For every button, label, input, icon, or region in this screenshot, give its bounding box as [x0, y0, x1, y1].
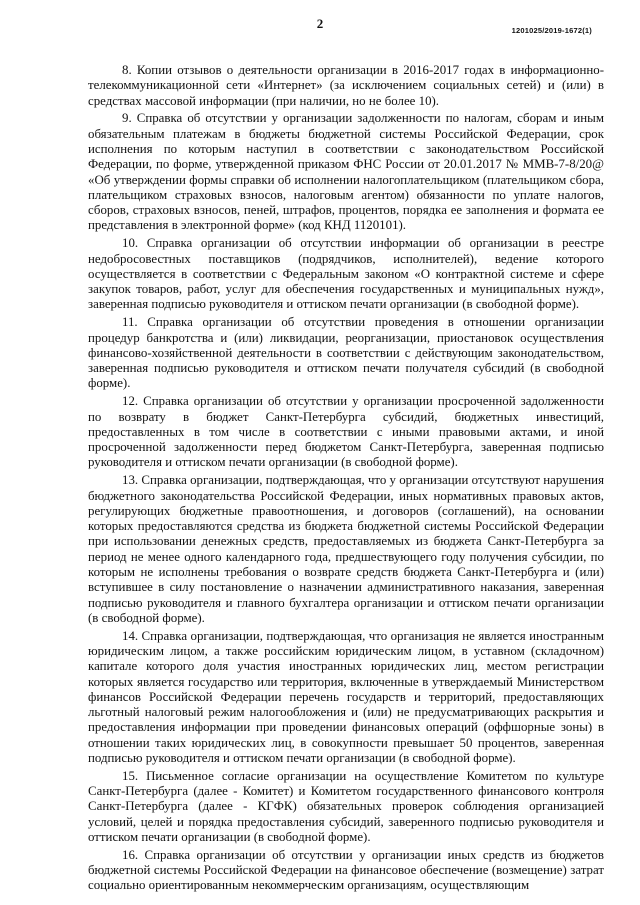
page-number: 2 — [316, 16, 324, 31]
paragraph-13: 13. Справка организации, подтверждающая, что у организации отсутствуют нарушения бюджетного законодательства Российской Федерации, иных нормативных правовых актов, регулирующих бюджетные правоотношения, и договоров (соглашений), на основании которых предоставляются средства из бюджета бюджетной системы Российской Федерации при использовании денежных средств, предоставляемых из бюджета Санкт-Петербурга за период не менее одного календарного года, предшествующего году получения субсидии, по которым не исполнены требования о возврате средств бюджета Санкт-Петербурга и (или) вступившее в силу постановление о назначении административного наказания, заверенная подписью руководителя и главного бухгалтера организации и оттиском печати организации (в свободной форме). — [88, 473, 604, 625]
document-body — [88, 63, 604, 896]
paragraph-10: 10. Справка организации об отсутствии информации об организации в реестре недобросовестных поставщиков (подрядчиков, исполнителей), ведение которого осуществляется в соответствии с Федеральным законом «О контрактной системе и сфере закупок товаров, работ, услуг для обеспечения государственных и муниципальных нужд», заверенная подписью руководителя и оттиском печати организации (в свободной форме). — [88, 236, 604, 312]
paragraph-14: 14. Справка организации, подтверждающая, что организация не является иностранным юридическим лицом, а также российским юридическим лицом, в уставном (складочном) капитале которого доля участия иностранных юридических лиц, местом регистрации которых является государство или территория, включенные в утверждаемый Министерством финансов Российской Федерации перечень государств и территорий, предоставляющих льготный налоговый режим налогообложения и (или) не предусматривающих раскрытия и предоставления информации при проведении финансовых операций (оффшорные зоны) в отношении таких юридических лиц, в совокупности превышает 50 процентов, заверенная подписью руководителя и оттиском печати организации (в свободной форме). — [88, 628, 604, 766]
paragraph-15: 15. Письменное согласие организации на осуществление Комитетом по культуре Санкт-Петербурга (далее - Комитет) и Комитетом государственного финансового контроля Санкт-Петербурга (далее - КГФК) обязательных проверок соблюдения организацией условий, целей и порядка предоставления субсидий, заверенного подписью руководителя и оттиском печати организации (в свободной форме). — [88, 768, 604, 845]
document-id: 1201025/2019-1672(1) — [511, 26, 592, 35]
paragraph-16: 16. Справка организации об отсутствии у организации иных средств из бюджетов бюджетной системы Российской Федерации на финансовое обеспечение (возмещение) затрат социально ориентированным некоммерческим организациям, осуществляющим — [88, 847, 604, 893]
paragraph-12: 12. Справка организации об отсутствии у организации просроченной задолженности по возврату в бюджет Санкт-Петербурга субсидий, бюджетных инвестиций, предоставленных в том числе в соответствии с иными правовыми актами, и иной просроченной задолженности перед бюджетом Санкт-Петербурга, заверенная подписью руководителя и оттиском печати организации (в свободной форме). — [88, 394, 604, 470]
paragraph-11: 11. Справка организации об отсутствии проведения в отношении организации процедур банкротства и (или) ликвидации, реорганизации, приостановок осуществления финансово-хозяйственной деятельности в соответствии с действующим законодательством, заверенная подписью руководителя и оттиском печати получателя субсидий (в свободной форме). — [88, 315, 604, 391]
paragraph-8: 8. Копии отзывов о деятельности организации в 2016-2017 годах в информационно-телекоммуникационной сети «Интернет» (за исключением социальных сетей) и (или) в средствах массовой информации (при наличии, но не более 10). — [88, 63, 604, 108]
paragraph-9: 9. Справка об отсутствии у организации задолженности по налогам, сборам и иным обязательным платежам в бюджеты бюджетной системы Российской Федерации, срок исполнения по которым наступил в соответствии с законодательством Российской Федерации, по форме, утвержденной приказом ФНС России от 20.01.2017 № ММВ-7-8/20@ «Об утверждении формы справки об исполнении налогоплательщиком (плательщиком сбора, плательщиком страховых взносов, налоговым агентом) обязанности по уплате налогов, сборов, страховых взносов, пеней, штрафов, процентов, порядка ее заполнения и формата ее представления в электронной форме» (код КНД 1120101). — [88, 111, 604, 233]
